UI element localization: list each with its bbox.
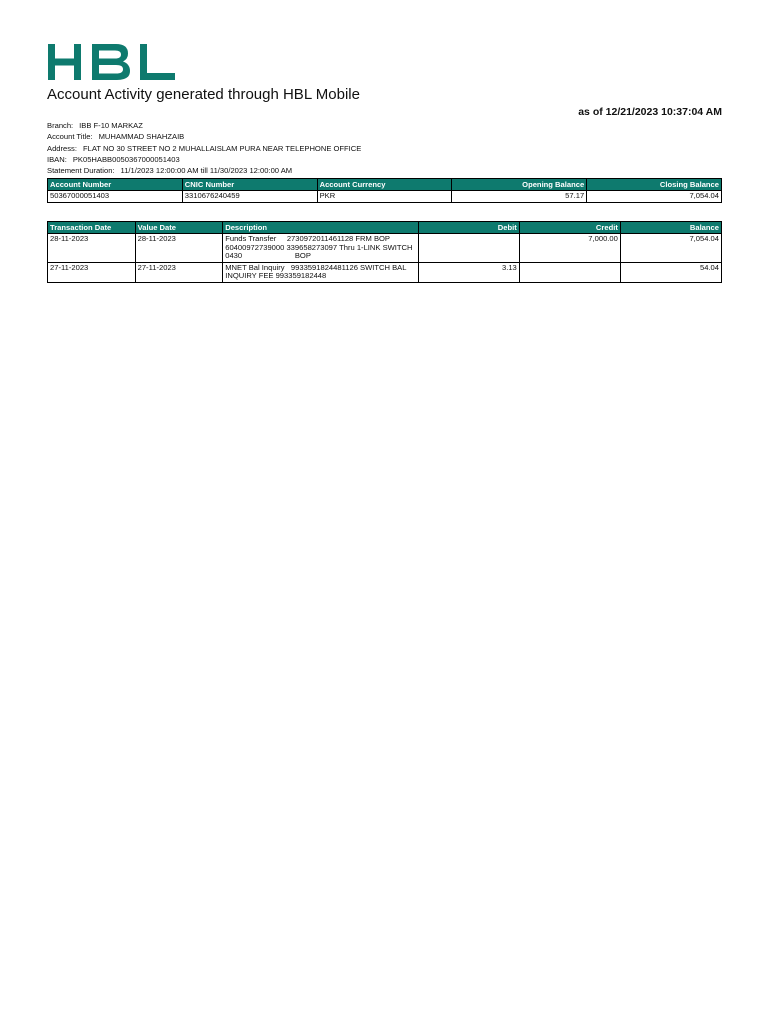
statement-timestamp: as of 12/21/2023 10:37:04 AM [578,106,722,118]
account-info [47,120,361,176]
header-closing-balance: Closing Balance [587,179,722,191]
transaction-credit [519,262,620,282]
account-title-label: Account Title: [47,132,93,142]
account-number: 50367000051403 [48,191,183,203]
account-title-value: MUHAMMAD SHAHZAIB [98,132,185,142]
transaction-debit [418,234,519,263]
page-title: Account Activity generated through HBL Mobile [47,86,360,103]
address-label: Address: [47,143,77,153]
address-row [47,143,361,154]
table-row [48,234,722,263]
transaction-balance: 7,054.04 [620,234,721,263]
header-opening-balance: Opening Balance [452,179,587,191]
transaction-description: Funds Transfer 2730972011461128 FRM BOP 60400972739000 339658273097 Thru 1-LINK SWITCH 0430 BOP [223,234,418,263]
opening-balance: 57.17 [452,191,587,203]
account-summary-header-row [48,179,722,191]
branch-label: Branch: [47,121,74,130]
value-date: 27-11-2023 [135,262,223,282]
branch-value: IBB F-10 MARKAZ [79,121,143,130]
header-cnic-number: CNIC Number [182,179,317,191]
transactions-header-row [48,222,722,234]
transaction-description: MNET Bal Inquiry 9933591824481126 SWITCH BAL INQUIRY FEE 993359182448 [223,262,418,282]
header-credit: Credit [519,222,620,234]
header-account-currency: Account Currency [317,179,452,191]
iban-row [47,154,361,165]
header-transaction-date: Transaction Date [48,222,136,234]
account-title-row [47,131,361,142]
transaction-date: 27-11-2023 [48,262,136,282]
transaction-balance: 54.04 [620,262,721,282]
account-currency: PKR [317,191,452,203]
header-account-number: Account Number [48,179,183,191]
iban-value: PK05HABB0050367000051403 [72,154,180,164]
header-description: Description [223,222,418,234]
transaction-debit: 3.13 [418,262,519,282]
account-summary-table [47,178,722,203]
transactions-table [47,221,722,283]
iban-label: IBAN: [47,154,67,164]
transaction-credit: 7,000.00 [519,234,620,263]
value-date: 28-11-2023 [135,234,223,263]
statement-duration-label: Statement Duration: [47,166,115,176]
table-row [48,262,722,282]
header-debit: Debit [418,222,519,234]
statement-duration-value: 11/1/2023 12:00:00 AM till 11/30/2023 12:00:00 AM [120,166,293,176]
transaction-date: 28-11-2023 [48,234,136,263]
account-summary-row [48,191,722,203]
header-balance: Balance [620,222,721,234]
hbl-logo [48,44,176,82]
cnic-number: 3310676240459 [182,191,317,203]
closing-balance: 7,054.04 [587,191,722,203]
statement-duration-row [47,165,361,176]
header-value-date: Value Date [135,222,223,234]
branch-row [47,120,361,131]
address-value: FLAT NO 30 STREET NO 2 MUHALLAISLAM PURA NEAR TELEPHONE OFFICE [82,143,362,153]
